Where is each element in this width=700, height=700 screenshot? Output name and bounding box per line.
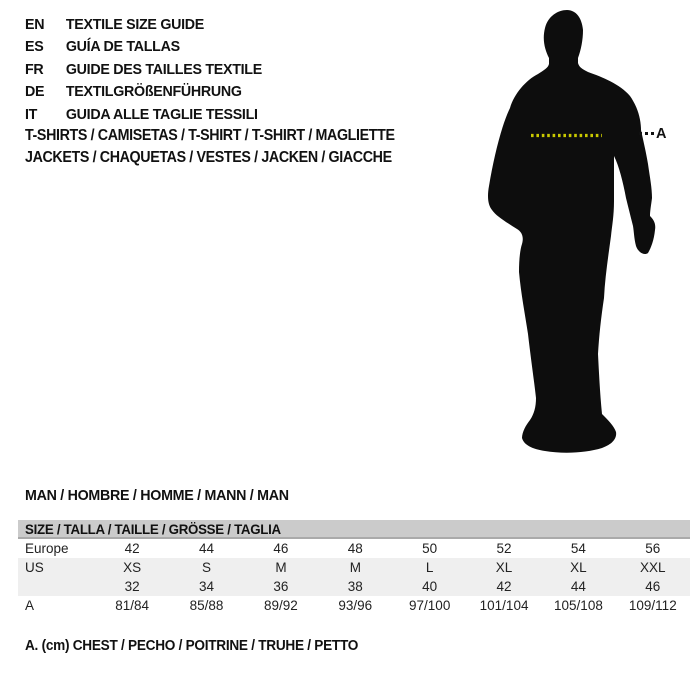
table-cell: 42	[467, 577, 541, 596]
size-table-header-row	[18, 520, 690, 538]
table-cell: 34	[169, 577, 243, 596]
section-title-man: MAN / HOMBRE / HOMME / MANN / MAN	[25, 487, 289, 504]
size-table-header: SIZE / TALLA / TAILLE / GRÖSSE / TAGLIA	[18, 520, 690, 538]
table-cell: 32	[95, 577, 169, 596]
man-silhouette	[488, 10, 655, 453]
table-row-numeric	[18, 577, 690, 596]
table-cell: 109/112	[628, 598, 677, 613]
table-cell: 40	[393, 577, 467, 596]
table-cell: 46	[273, 541, 289, 556]
table-cell: 52	[496, 541, 512, 556]
language-code: EN	[25, 15, 45, 33]
row-label: US	[18, 558, 95, 577]
product-line-tshirts: T-SHIRTS / CAMISETAS / T-SHIRT / T-SHIRT / MAGLIETTE	[25, 127, 395, 144]
table-cell: 89/92	[264, 598, 298, 613]
product-line-jackets: JACKETS / CHAQUETAS / VESTES / JACKEN / GIACCHE	[25, 149, 392, 166]
table-cell: 97/100	[409, 598, 451, 613]
table-cell: 44	[199, 541, 215, 556]
row-label	[18, 577, 95, 596]
table-cell: L	[393, 558, 467, 577]
product-categories	[25, 125, 395, 169]
man-silhouette-figure	[478, 6, 668, 456]
table-cell: 44	[541, 577, 615, 596]
table-cell: XL	[467, 558, 541, 577]
table-cell: 48	[347, 541, 363, 556]
size-table	[18, 520, 690, 615]
table-cell: 93/96	[338, 598, 373, 613]
table-cell: M	[244, 558, 318, 577]
table-cell: S	[169, 558, 243, 577]
language-row-es	[25, 36, 262, 59]
table-cell: XXL	[616, 558, 690, 577]
language-title: GUÍA DE TALLAS	[65, 38, 180, 56]
row-label: Europe	[25, 541, 69, 556]
marker-leader-dots	[639, 132, 654, 135]
language-row-it	[25, 103, 262, 126]
language-code: FR	[25, 60, 44, 78]
table-row-us	[18, 558, 690, 577]
table-cell: 46	[616, 577, 690, 596]
row-label: A	[25, 598, 35, 613]
language-title: TEXTILGRÖßENFÜHRUNG	[65, 83, 242, 101]
table-cell: 50	[422, 541, 438, 556]
table-cell: 54	[570, 541, 586, 556]
table-cell: 85/88	[189, 598, 224, 613]
language-code: IT	[25, 105, 38, 123]
language-code: DE	[25, 83, 45, 101]
language-title: GUIDA ALLE TAGLIE TESSILI	[65, 105, 258, 123]
table-cell: 36	[244, 577, 318, 596]
table-cell: 81/84	[115, 598, 150, 613]
table-cell: XL	[541, 558, 615, 577]
table-cell: 56	[645, 541, 661, 556]
table-cell: 105/108	[554, 598, 603, 613]
table-cell: XS	[95, 558, 169, 577]
table-row-europe	[18, 538, 690, 558]
table-cell: M	[318, 558, 392, 577]
language-title: TEXTILE SIZE GUIDE	[65, 15, 205, 33]
chest-marker-label: A	[656, 126, 667, 142]
table-cell: 42	[124, 541, 140, 556]
language-list	[25, 13, 262, 126]
language-row-fr	[25, 58, 262, 81]
language-row-en	[25, 13, 262, 36]
language-title: GUIDE DES TAILLES TEXTILE	[65, 60, 262, 78]
language-row-de	[25, 81, 262, 104]
table-row-chest	[18, 596, 690, 615]
measurement-footnote: A. (cm) CHEST / PECHO / POITRINE / TRUHE / PETTO	[25, 638, 359, 654]
language-code: ES	[25, 38, 44, 56]
table-cell: 38	[318, 577, 392, 596]
table-cell: 101/104	[479, 598, 529, 613]
